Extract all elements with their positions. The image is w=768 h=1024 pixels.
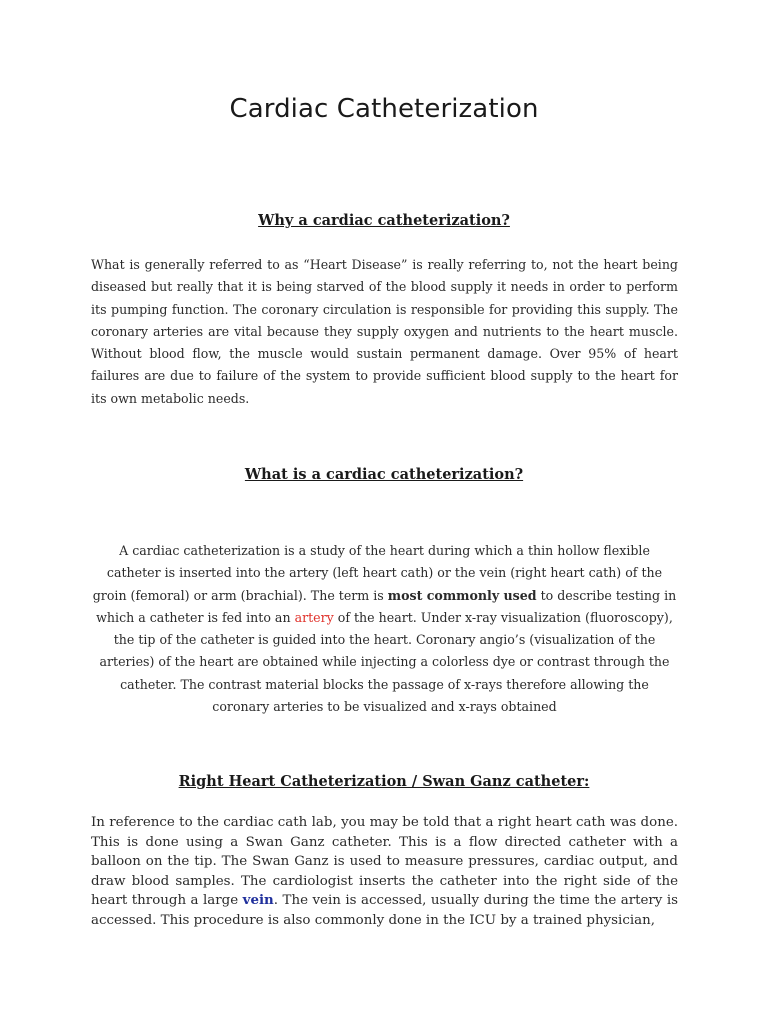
section-heading-right-heart	[0, 773, 768, 790]
section-heading-right-heart-colon: :	[584, 773, 590, 790]
paragraph-right-heart	[91, 813, 678, 930]
section-heading-why: Why a cardiac catheterization?	[258, 212, 510, 229]
paragraph-what-text-1: A cardiac catheterization is a study of the heart during which a thin hollow flexible catheter is inserted into the artery (left heart cath) or the vein (right heart cath) of the groin (femoral) or arm (brachial). The term is	[92, 543, 663, 603]
highlight-vein: vein	[242, 892, 274, 908]
emphasis-most-commonly-used: most commonly used	[387, 587, 537, 603]
paragraph-right-heart-text-2: . The vein is accessed, usually during the time the artery is accessed. This procedure is also commonly done in the ICU by a trained physician,	[91, 893, 679, 928]
paragraph-what-text-2: to describe testing in which a catheter is fed into an	[96, 587, 677, 625]
highlight-artery: artery	[294, 609, 334, 625]
section-heading-what: What is a cardiac catheterization?	[244, 466, 524, 483]
paragraph-right-heart-text-1: In reference to the cardiac cath lab, you may be told that a right heart cath was done. This is done using a Swan Ganz catheter. This is a flow directed catheter with a balloon on the tip. The Swan Ganz is used to measure pressures, cardiac output, and draw blood samples. The cardiologist inserts the catheter into the right side of the heart through a large	[91, 815, 678, 908]
section-heading-right-heart-text: Right Heart Catheterization / Swan Ganz catheter	[178, 773, 585, 790]
paragraph-what	[91, 540, 678, 718]
document-title: Cardiac Catheterization	[229, 94, 539, 124]
paragraph-what-text-3: of the heart. Under x-ray visualization (fluoroscopy), the tip of the catheter is guided into the heart. Coronary angio’s (visualization of the arteries) of the heart are obtained while injecting a colorless dye or contrast through the catheter. The contrast material blocks the passage of x-rays therefore allowing the coronary arteries to be visualized and x-rays obtained	[99, 609, 673, 715]
paragraph-why: What is generally referred to as “Heart Disease” is really referring to, not the heart being diseased but really that it is being starved of the blood supply it needs in order to perform its pumping function. The coronary circulation is responsible for providing this supply. The coronary arteries are vital because they supply oxygen and nutrients to the heart muscle. Without blood flow, the muscle would sustain permanent damage. Over 95% of heart failures are due to failure of the system to provide sufficient blood supply to the heart for its own metabolic needs.	[91, 257, 678, 406]
